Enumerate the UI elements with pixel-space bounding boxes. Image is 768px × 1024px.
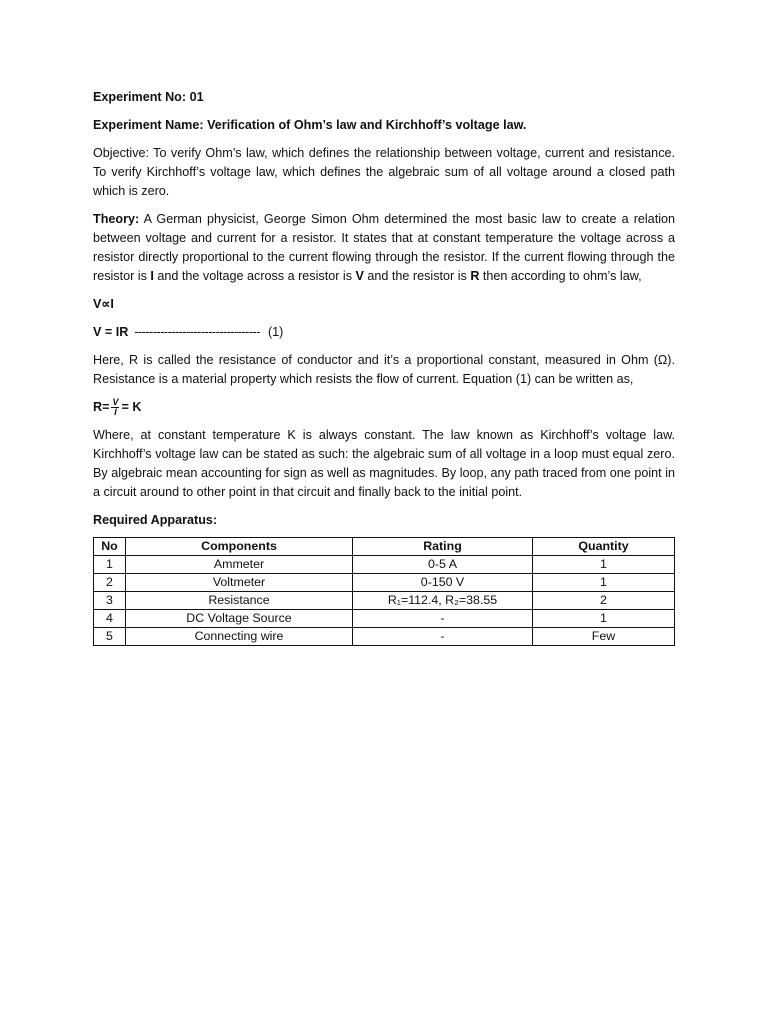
- cell-rating: -: [353, 610, 533, 628]
- table-row: [94, 628, 675, 646]
- equation-1-dashes: ----------------------------------: [134, 325, 260, 339]
- cell-component: Voltmeter: [126, 574, 353, 592]
- cell-no: 3: [94, 592, 126, 610]
- fraction-numerator: V: [112, 397, 119, 408]
- cell-quantity: 1: [533, 610, 675, 628]
- header-rating: Rating: [353, 538, 533, 556]
- header-components: Components: [126, 538, 353, 556]
- table-row: [94, 574, 675, 592]
- theory-text-2: and the voltage across a resistor is: [153, 269, 356, 283]
- equation-1: [93, 323, 675, 342]
- table-row: [94, 556, 675, 574]
- symbol-current: I: [150, 269, 154, 283]
- table-header-row: [94, 538, 675, 556]
- cell-no: 5: [94, 628, 126, 646]
- cell-component: DC Voltage Source: [126, 610, 353, 628]
- cell-component: Ammeter: [126, 556, 353, 574]
- cell-rating: -: [353, 628, 533, 646]
- cell-rating: 0-5 A: [353, 556, 533, 574]
- cell-quantity: 1: [533, 556, 675, 574]
- theory-paragraph: [93, 210, 675, 286]
- proportionality-formula: V∝I: [93, 297, 114, 311]
- equation-1-number: (1): [267, 325, 284, 339]
- symbol-voltage: V: [355, 269, 364, 283]
- cell-no: 1: [94, 556, 126, 574]
- cell-rating: R₁=112.4, R₂=38.55: [353, 592, 533, 610]
- experiment-number: Experiment No: 01: [93, 90, 204, 104]
- cell-quantity: Few: [533, 628, 675, 646]
- theory-text-3: and the resistor is: [363, 269, 471, 283]
- document-page: [93, 88, 675, 646]
- equation-2-prefix: R=: [93, 400, 110, 414]
- resistance-paragraph: Here, R is called the resistance of conductor and it’s a proportional constant, measured in Ohm (Ω). Resistance is a material property which resists the flow of current. Equation (1) can be written as,: [93, 353, 675, 386]
- cell-component: Connecting wire: [126, 628, 353, 646]
- equation-2-suffix: = K: [121, 400, 142, 414]
- fraction-v-over-i: [111, 398, 119, 417]
- cell-quantity: 1: [533, 574, 675, 592]
- cell-rating: 0-150 V: [353, 574, 533, 592]
- apparatus-table: [93, 537, 675, 646]
- kvl-paragraph: Where, at constant temperature K is always constant. The law known as Kirchhoff’s voltage law. Kirchhoff’s voltage law can be stated as such: the algebraic sum of all voltage in a loop must equal zero. By algebraic mean accounting for sign as well as magnitudes. By loop, any path traced from one point in a circuit around to other point in that circuit and finally back to the initial point.: [93, 428, 675, 500]
- header-quantity: Quantity: [533, 538, 675, 556]
- experiment-name: Experiment Name: Verification of Ohm’s law and Kirchhoff’s voltage law.: [93, 118, 527, 132]
- cell-no: 2: [94, 574, 126, 592]
- header-no: No: [94, 538, 126, 556]
- apparatus-heading: Required Apparatus:: [93, 513, 218, 528]
- table-row: [94, 610, 675, 628]
- cell-no: 4: [94, 610, 126, 628]
- theory-text-4: then according to ohm’s law,: [479, 269, 642, 283]
- fraction-denominator: I: [114, 407, 117, 418]
- theory-label: Theory:: [93, 212, 140, 226]
- theory-text-1: A German physicist, George Simon Ohm determined the most basic law to create a relation between voltage and current for a resistor. It states that at constant temperature the voltage across a resistor directly proportional to the current flowing through the resistor. If the current flowing through the resistor is: [93, 212, 675, 283]
- objective-paragraph: Objective: To verify Ohm’s law, which defines the relationship between voltage, current and resistance. To verify Kirchhoff’s voltage law, which defines the algebraic sum of all voltage around a closed path which is zero.: [93, 146, 675, 198]
- equation-1-lhs: V = IR: [93, 325, 129, 339]
- table-row: [94, 592, 675, 610]
- cell-quantity: 2: [533, 592, 675, 610]
- equation-2: [93, 398, 675, 417]
- cell-component: Resistance: [126, 592, 353, 610]
- symbol-resistance: R: [470, 269, 480, 283]
